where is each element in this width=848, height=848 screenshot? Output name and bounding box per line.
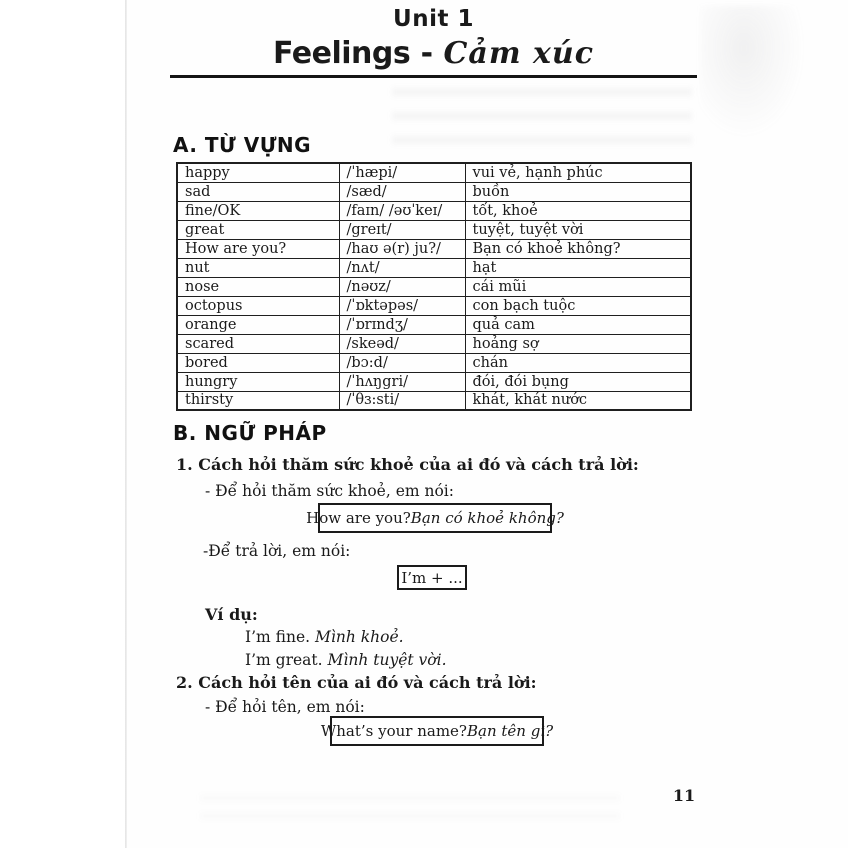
table-row <box>177 277 691 296</box>
vocab-meaning-cell: tốt, khoẻ <box>465 201 691 220</box>
page-header <box>170 6 697 71</box>
vocab-word-cell: happy <box>177 163 339 182</box>
phrase-pattern: I’m + ... <box>401 568 463 587</box>
vocab-meaning-cell: Bạn có khoẻ không? <box>465 239 691 258</box>
vocab-word-cell: scared <box>177 334 339 353</box>
vocab-ipa-cell: /ˈhæpi/ <box>339 163 465 182</box>
vocab-meaning-cell: buồn <box>465 182 691 201</box>
example-sentence <box>245 651 447 669</box>
phrase-box-im <box>397 565 467 590</box>
vocab-word-cell: great <box>177 220 339 239</box>
table-row <box>177 220 691 239</box>
grammar-point-2-title: 2. Cách hỏi tên của ai đó và cách trả lời: <box>176 673 537 692</box>
vocab-word-cell: thirsty <box>177 391 339 410</box>
phrase-english: What’s your name? <box>320 722 467 740</box>
page-number: 11 <box>672 786 696 805</box>
grammar-point-1-instruction-ask: - Để hỏi thăm sức khoẻ, em nói: <box>205 482 454 500</box>
example-english: I’m great. <box>245 651 328 669</box>
lesson-title <box>170 37 697 71</box>
vocab-word-cell: How are you? <box>177 239 339 258</box>
vocab-meaning-cell: hạt <box>465 258 691 277</box>
phrase-box-whats-your-name <box>320 716 554 746</box>
grammar-point-2-instruction-ask: - Để hỏi tên, em nói: <box>205 698 365 716</box>
grammar-point-1-title: 1. Cách hỏi thăm sức khoẻ của ai đó và cách trả lời: <box>176 455 639 474</box>
phrase-vietnamese: Bạn tên gì? <box>466 722 554 740</box>
vocab-word-cell: nut <box>177 258 339 277</box>
vocab-ipa-cell: /ˈhʌŋgri/ <box>339 372 465 391</box>
vocab-meaning-cell: tuyệt, tuyệt vời <box>465 220 691 239</box>
vocab-word-cell: fine/OK <box>177 201 339 220</box>
vocab-ipa-cell: /haʊ ə(r) ju?/ <box>339 239 465 258</box>
example-sentence <box>245 628 404 646</box>
vocab-meaning-cell: quả cam <box>465 315 691 334</box>
vocab-word-cell: sad <box>177 182 339 201</box>
example-english: I’m fine. <box>245 628 316 646</box>
page-scan-edge <box>125 0 127 848</box>
lesson-title-english: Feelings <box>272 36 411 71</box>
vocab-ipa-cell: /nʌt/ <box>339 258 465 277</box>
table-row <box>177 163 691 182</box>
vocab-ipa-cell: /nəʊz/ <box>339 277 465 296</box>
section-a-heading: A. TỪ VỰNG <box>173 133 312 157</box>
table-row <box>177 182 691 201</box>
table-row <box>177 353 691 372</box>
vocab-ipa-cell: /bɔ:d/ <box>339 353 465 372</box>
vocabulary-table <box>176 162 692 411</box>
table-row <box>177 334 691 353</box>
table-row <box>177 315 691 334</box>
vocab-meaning-cell: hoảng sợ <box>465 334 691 353</box>
section-b-heading: B. NGỮ PHÁP <box>173 421 327 445</box>
vocab-ipa-cell: /ˈθɜ:sti/ <box>339 391 465 410</box>
table-row <box>177 296 691 315</box>
phrase-english: How are you? <box>306 509 411 527</box>
example-vietnamese: Mình khoẻ. <box>315 628 404 646</box>
vocab-ipa-cell: /skeəd/ <box>339 334 465 353</box>
example-label: Ví dụ: <box>205 605 258 624</box>
vocab-word-cell: bored <box>177 353 339 372</box>
unit-title: Unit 1 <box>393 6 474 32</box>
lesson-title-vietnamese: Cảm xúc <box>443 36 595 71</box>
table-row <box>177 258 691 277</box>
table-row <box>177 239 691 258</box>
phrase-vietnamese: Bạn có khoẻ không? <box>410 509 564 527</box>
vocab-meaning-cell: vui vẻ, hạnh phúc <box>465 163 691 182</box>
vocab-meaning-cell: đói, đói bụng <box>465 372 691 391</box>
vocab-meaning-cell: cái mũi <box>465 277 691 296</box>
vocab-ipa-cell: /faɪn/ /əʊˈkeɪ/ <box>339 201 465 220</box>
vocab-meaning-cell: con bạch tuộc <box>465 296 691 315</box>
vocab-ipa-cell: /sæd/ <box>339 182 465 201</box>
vocab-ipa-cell: /ˈɒrɪndʒ/ <box>339 315 465 334</box>
vocab-meaning-cell: chán <box>465 353 691 372</box>
vocab-word-cell: hungry <box>177 372 339 391</box>
table-row <box>177 372 691 391</box>
title-separator: - <box>410 36 444 71</box>
grammar-point-1-instruction-answer: -Để trả lời, em nói: <box>203 542 351 560</box>
vocab-meaning-cell: khát, khát nước <box>465 391 691 410</box>
example-vietnamese: Mình tuyệt vời. <box>327 651 447 669</box>
vocab-word-cell: octopus <box>177 296 339 315</box>
vocab-word-cell: nose <box>177 277 339 296</box>
phrase-box-how-are-you <box>306 503 564 533</box>
vocab-ipa-cell: /greɪt/ <box>339 220 465 239</box>
vocab-word-cell: orange <box>177 315 339 334</box>
table-row <box>177 201 691 220</box>
vocab-ipa-cell: /ˈɒktəpəs/ <box>339 296 465 315</box>
title-underline-rule <box>170 75 697 78</box>
table-row <box>177 391 691 410</box>
